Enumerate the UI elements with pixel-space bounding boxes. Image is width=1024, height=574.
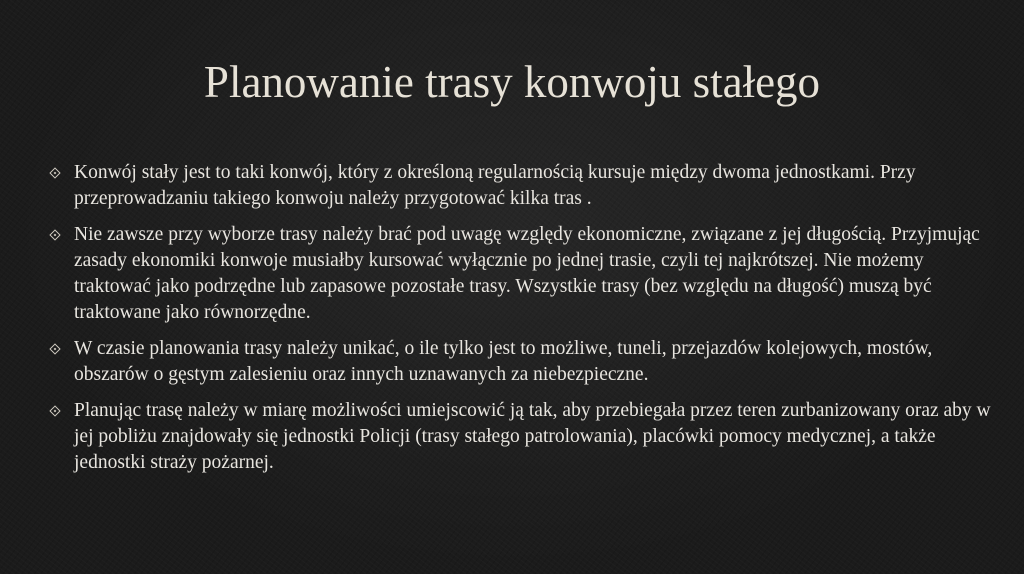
slide-title: Planowanie trasy konwoju stałego <box>203 57 821 107</box>
diamond-bullet-icon <box>49 343 60 354</box>
diamond-bullet-icon <box>49 405 60 416</box>
bullet-text: W czasie planowania trasy należy unikać, o ile tylko jest to możliwe, tuneli, przejazdów kolejowych, mostów, obszarów o gęstym zalesieniu oraz innych uznawanych za niebezpieczne. <box>74 338 933 385</box>
bullet-item <box>48 398 998 476</box>
bullet-item <box>48 336 998 388</box>
bullet-text: Nie zawsze przy wyborze trasy należy brać pod uwagę względy ekonomiczne, związane z jej długością. Przyjmując zasady ekonomiki konwoje musiałby kursować wyłącznie po jednej trasie, czyli tej najkrótszej. Nie możemy traktować jako podrzędne lub zapasowe pozostałe trasy. Wszystkie trasy (bez względu na długość) muszą być traktowane jako równorzędne. <box>74 224 980 323</box>
diamond-bullet-icon <box>49 167 60 178</box>
bullet-item <box>48 160 998 212</box>
bullet-text: Konwój stały jest to taki konwój, który z określoną regularnością kursuje między dwoma jednostkami. Przy przeprowadzaniu takiego konwoju należy przygotować kilka tras . <box>74 162 916 209</box>
diamond-bullet-icon <box>49 229 60 240</box>
bullet-item <box>48 222 998 326</box>
bullet-text: Planując trasę należy w miarę możliwości umiejscowić ją tak, aby przebiegała przez teren zurbanizowany oraz aby w jej pobliżu znajdowały się jednostki Policji (trasy stałego patrolowania), placówki pomocy medycznej, a także jednostki straży pożarnej. <box>74 400 991 473</box>
bullet-list <box>48 160 998 486</box>
